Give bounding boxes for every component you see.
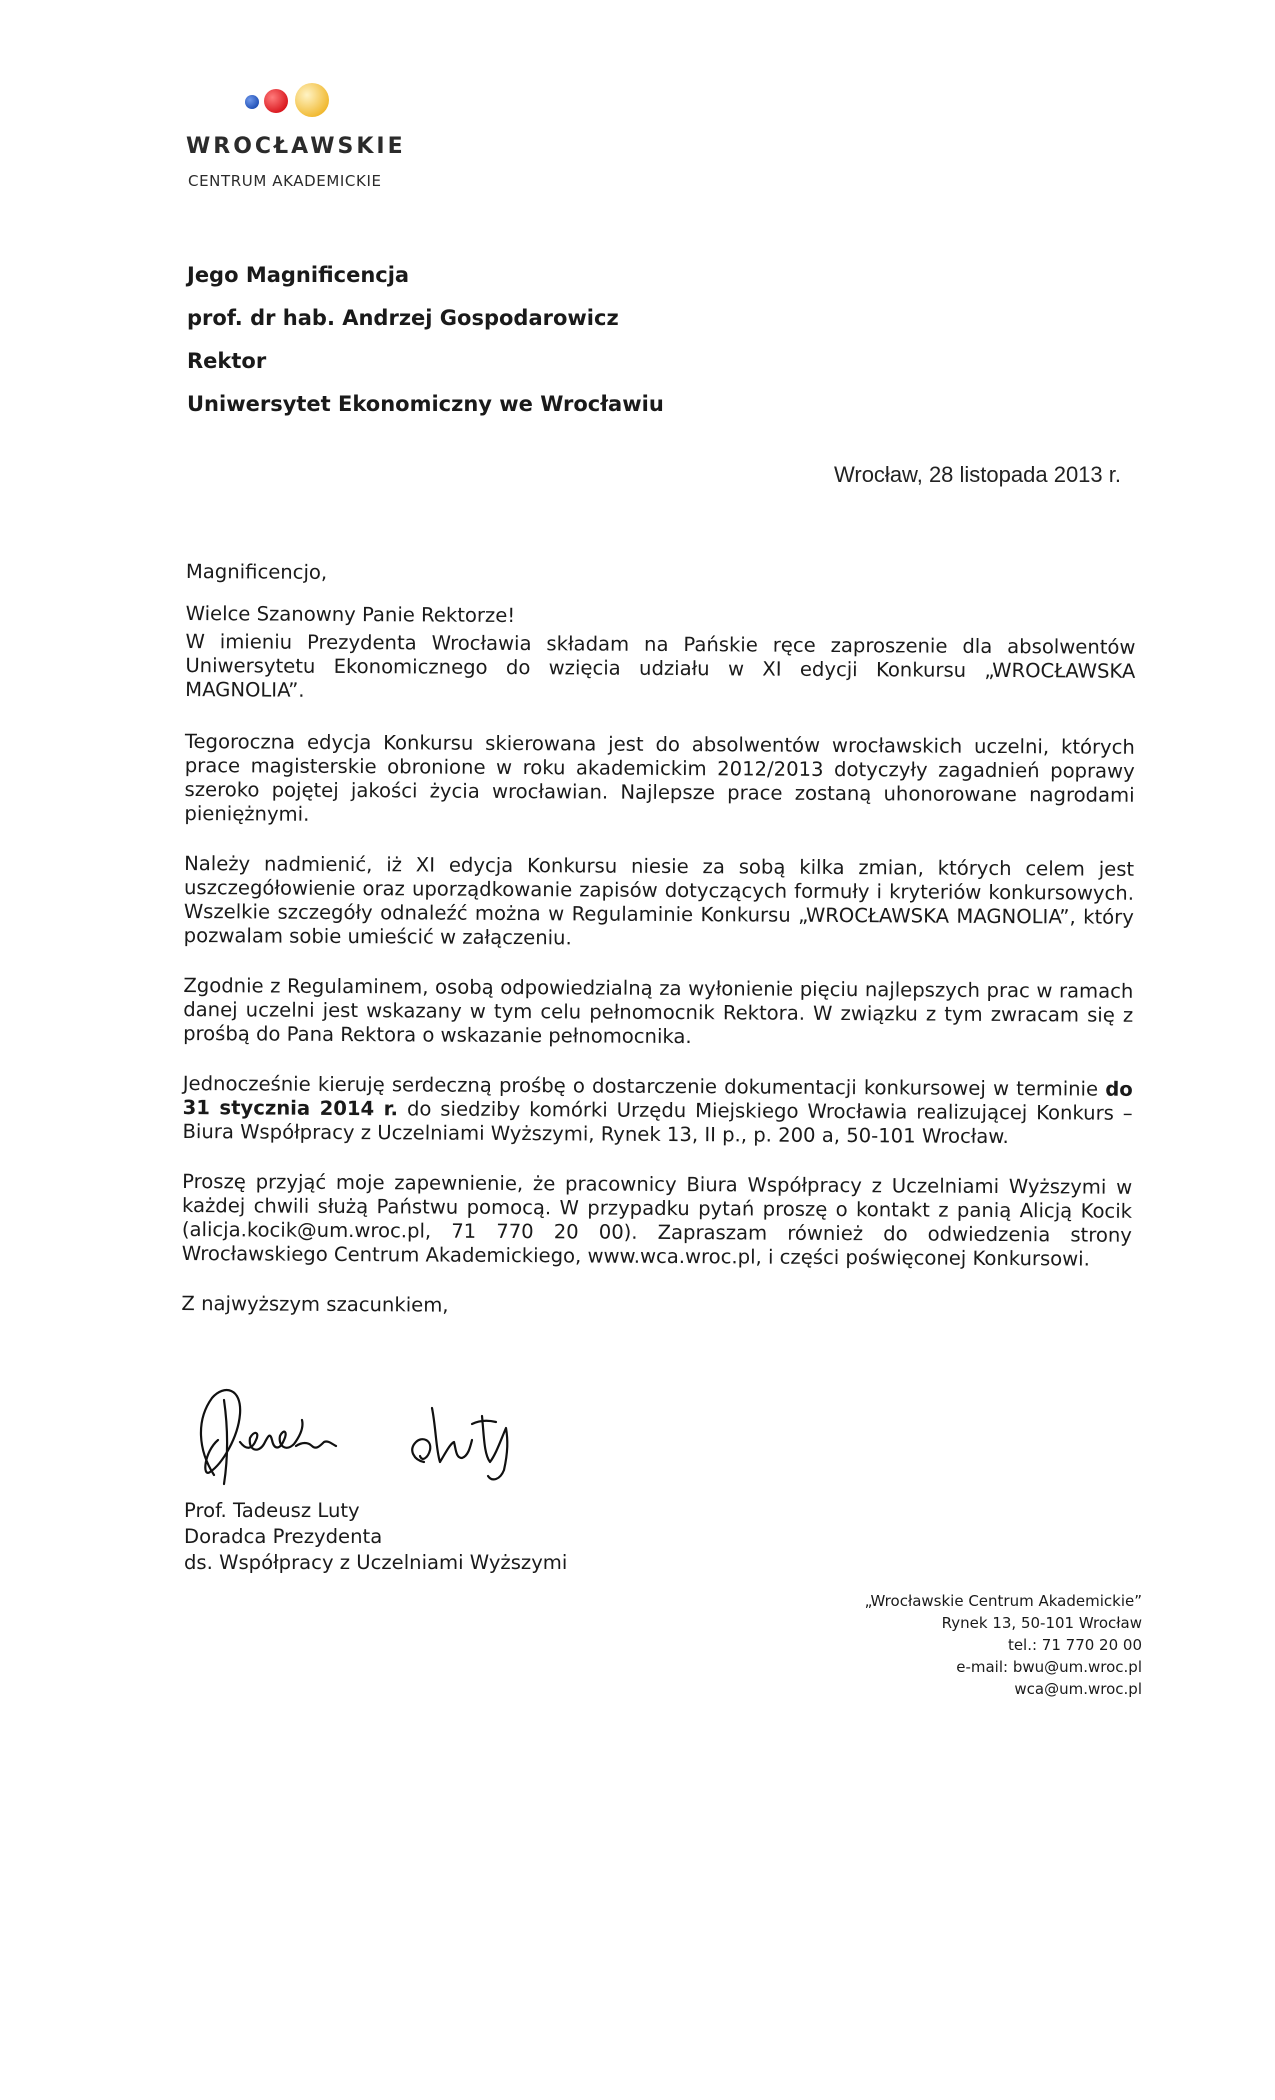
recipient-line: prof. dr hab. Andrzej Gospodarowicz xyxy=(187,306,619,330)
letter-body xyxy=(181,560,1136,1322)
paragraph: Tegoroczna edycja Konkursu skierowana jest do absolwentów wrocławskich uczelni, których prace magisterskie obronione w roku akademickim 2012/2013 dotyczyły zagadnień poprawy szeroko pojętej jakości życia wrocławian. Najlepsze prace zostaną uhonorowane nagrodami pieniężnymi. xyxy=(184,729,1135,826)
closing-line: Z najwyższym szacunkiem, xyxy=(181,1291,449,1317)
recipient-block xyxy=(187,263,664,435)
recipient-line: Uniwersytet Ekonomiczny we Wrocławiu xyxy=(187,392,664,416)
recipient-line: Jego Magnificencja xyxy=(187,263,410,287)
paragraph: Proszę przyjąć moje zapewnienie, że pracownicy Biura Współpracy z Uczelniami Wyższymi w każdej chwili służą Państwu pomocą. W przypadku pytań proszę o kontakt z panią Alicją Kocik (alicja.kocik@um.wroc.pl, 71 770 20 00). Zapraszam również do odwiedzenia strony Wrocławskiego Centrum Akademickiego, www.wca.wroc.pl, i części poświęconej Konkursowi. xyxy=(181,1169,1133,1271)
signature xyxy=(184,1380,544,1490)
deadline-date: do 31 stycznia 2014 r. xyxy=(182,1077,1133,1121)
paragraph-deadline xyxy=(182,1072,1132,1150)
letterhead-logo xyxy=(186,80,426,200)
paragraph-text: Jednocześnie kieruję serdeczną prośbę o dostarczenie dokumentacji konkursowej w terminie xyxy=(182,1071,1099,1101)
salutation xyxy=(186,560,1136,632)
signer-name: Prof. Tadeusz Luty xyxy=(184,1499,360,1522)
signer-role: Doradca Prezydenta xyxy=(184,1525,383,1548)
recipient-line: Rektor xyxy=(187,349,267,373)
salutation-line: Magnificencjo, xyxy=(185,560,328,584)
letter-date: Wrocław, 28 listopada 2013 r. xyxy=(834,462,1121,487)
paragraph-text: do siedziby komórki Urzędu Miejskiego Wrocławia realizującej Konkurs – Biura Współpracy z Uczelniami Wyższymi, Rynek 13, II p., p. 200 a, 50-101 Wrocław. xyxy=(182,1097,1133,1149)
footer-email: e-mail: bwu@um.wroc.pl xyxy=(956,1658,1142,1676)
paragraph: Zgodnie z Regulaminem, osobą odpowiedzialną za wyłonienie pięciu najlepszych prac w ramach danej uczelni jest wskazany w tym celu pełnomocnik Rektora. W związku z tym zwracam się z prośbą do Pana Rektora o wskazanie pełnomocnika. xyxy=(183,973,1134,1049)
org-subtitle: CENTRUM AKADEMICKIE xyxy=(188,172,382,190)
footer-contact xyxy=(865,1590,1142,1700)
footer-address: Rynek 13, 50-101 Wrocław xyxy=(941,1614,1142,1632)
signer-block xyxy=(184,1498,567,1576)
org-name: WROCŁAWSKIE xyxy=(186,134,406,159)
blank-area xyxy=(0,1770,1275,2100)
paragraph: W imieniu Prezydenta Wrocławia składam na Pańskie ręce zaproszenie dla absolwentów Uniwersytetu Ekonomicznego do wzięcia udziału w XI edycji Konkursu „WROCŁAWSKA MAGNOLIA”. xyxy=(185,629,1136,702)
handwritten-signature-icon xyxy=(184,1380,544,1490)
paragraph: Należy nadmienić, iż XI edycja Konkursu niesie za sobą kilka zmian, których celem jest uszczegółowienie oraz uporządkowanie zapisów dotyczących formuły i kryteriów konkursowych. Wszelkie szczegóły odnaleźć można w Regulaminie Konkursu „WROCŁAWSKA MAGNOLIA”, który pozwalam sobie umieścić w załączeniu. xyxy=(183,851,1135,950)
signer-role: ds. Współpracy z Uczelniami Wyższymi xyxy=(184,1551,568,1574)
footer-phone: tel.: 71 770 20 00 xyxy=(1007,1636,1142,1654)
logo-dots-icon xyxy=(244,80,364,120)
footer-email: wca@um.wroc.pl xyxy=(1014,1680,1142,1698)
footer-org: „Wrocławskie Centrum Akademickie” xyxy=(864,1592,1142,1610)
salutation-line: Wielce Szanowny Panie Rektorze! xyxy=(185,601,516,628)
